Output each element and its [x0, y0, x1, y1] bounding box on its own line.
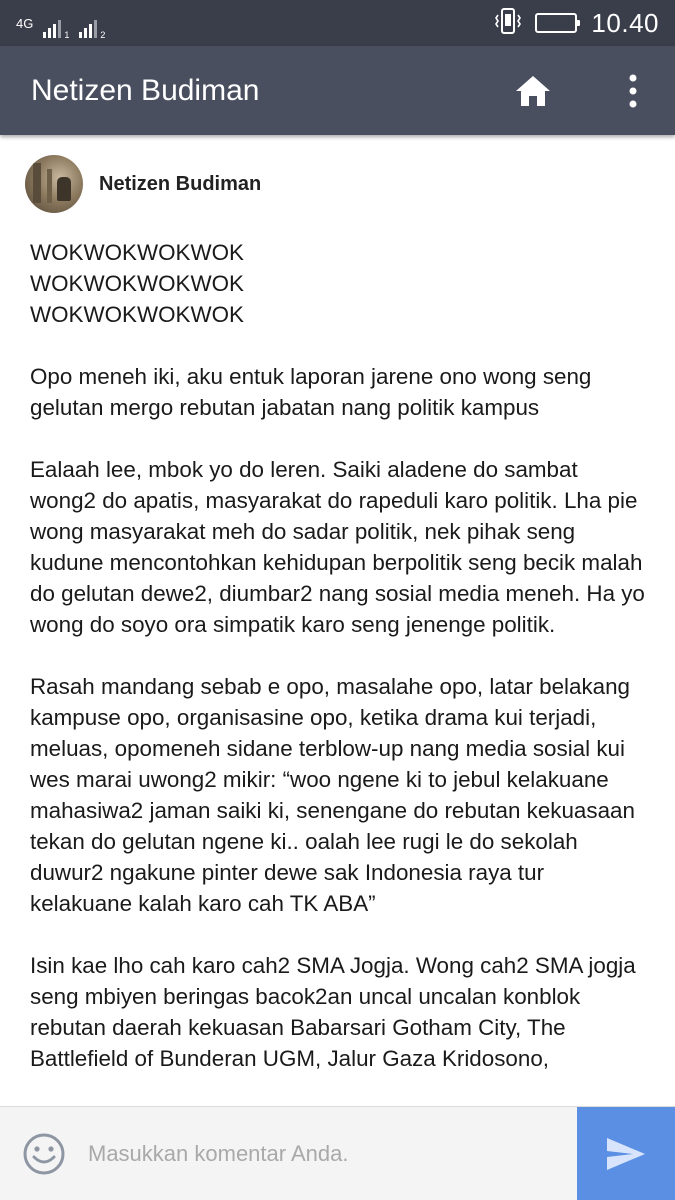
- signal-strength-sim1-icon: [43, 16, 69, 38]
- post-author[interactable]: [25, 155, 645, 213]
- smiley-icon: [22, 1132, 66, 1176]
- sim1-label: 1: [64, 30, 70, 40]
- sim2-label: 2: [100, 30, 106, 40]
- signal-group: [16, 8, 105, 38]
- network-type-label: 4G: [16, 16, 34, 31]
- comment-bar: [0, 1106, 675, 1200]
- send-button[interactable]: [577, 1107, 675, 1200]
- signal-strength-sim2-icon: [79, 16, 105, 38]
- comment-input[interactable]: [88, 1107, 577, 1200]
- post-container: [0, 135, 675, 1106]
- emoji-button[interactable]: [0, 1107, 88, 1200]
- author-name[interactable]: Netizen Budiman: [99, 172, 262, 195]
- more-vertical-icon: [628, 74, 638, 108]
- status-time: 10.40: [591, 7, 659, 38]
- battery-icon: [535, 13, 577, 33]
- vibrate-icon: [495, 7, 521, 40]
- home-button[interactable]: [511, 69, 555, 113]
- status-bar: [0, 0, 675, 46]
- post-text: WOKWOKWOKWOK WOKWOKWOKWOK WOKWOKWOKWOK Opo meneh iki, aku entuk laporan jarene ono wong seng gelutan mergo rebutan jabatan nang politik kampus Ealaah lee, mbok yo do leren. Saiki aladene do sambat wong2 do apatis, masyarakat do rapeduli karo politik. Lha pie wong masyarakat meh do sadar politik, nek pihak seng kudune mencontohkan kehidupan berpolitik seng becik malah do gelutan dewe2, diumbar2 nang sosial media meneh. Ha yo wong do soyo ora simpatik karo seng jenenge politik. Rasah mandang sebab e opo, masalahe opo, latar belakang kampuse opo, organisasine opo, ketika drama kui terjadi, meluas, opomeneh sidane terblow-up nang media sosial kui wes marai uwong2 mikir: “woo ngene ki to jebul kelakuane mahasiwa2 jaman saiki ki, senengane do rebutan kekuasaan tekan do gelutan ngene ki.. oalah lee rugi le do sekolah duwur2 ngakune pinter dewe sak Indonesia raya tur kelakuane kalah karo cah TK ABA” Isin kae lho cah karo cah2 SMA Jogja. Wong cah2 SMA jogja seng mbiyen beringas bacok2an uncal uncalan konblok rebutan daerah kekuasan Babarsari Gotham City, The Battlefield of Bunderan UGM, Jalur Gaza Kridosono,: [30, 240, 645, 1071]
- avatar[interactable]: [25, 155, 83, 213]
- app-bar: [0, 46, 675, 135]
- more-options-button[interactable]: [611, 69, 655, 113]
- page-title: Netizen Budiman: [31, 73, 260, 107]
- send-icon: [605, 1136, 647, 1172]
- home-icon: [514, 74, 552, 108]
